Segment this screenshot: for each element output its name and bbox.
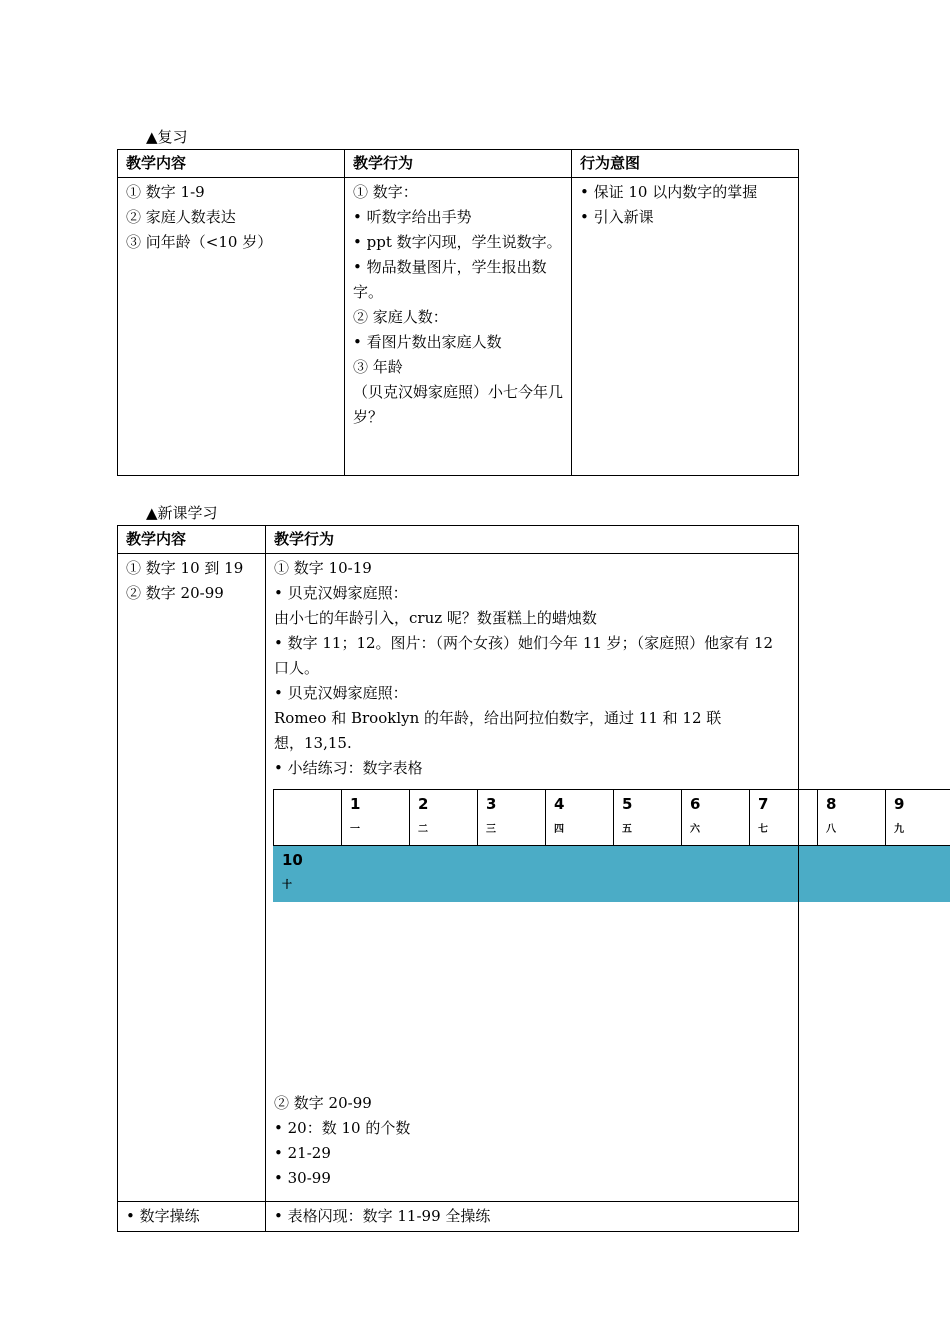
review-content-line: ③ 问年龄（<10 岁） <box>126 233 273 251</box>
review-behavior-line: • 听数字给出手势 <box>353 208 472 226</box>
number-cell-blank <box>614 846 682 902</box>
review-behavior-line: • 看图片数出家庭人数 <box>353 333 502 351</box>
drill-behavior-cell: • 表格闪现：数字 11-99 全操练 <box>266 1202 799 1232</box>
number-cell-9: 9 九 <box>886 790 950 846</box>
new-lesson-behavior-cell <box>266 554 905 1202</box>
new-lesson-content-line: ① 数字 10 到 19 <box>126 559 244 577</box>
review-content-cell <box>118 178 345 476</box>
behavior-line: • 小结练习：数字表格 <box>274 759 423 777</box>
review-header-behavior: 教学行为 <box>345 150 572 178</box>
number-cell-blank <box>342 846 410 902</box>
number-cell-blank <box>818 846 886 902</box>
new-lesson-header-content: 教学内容 <box>118 526 266 554</box>
review-header-intent: 行为意图 <box>572 150 799 178</box>
behavior-line: 由小七的年龄引入，cruz 呢？数蛋糕上的蜡烛数 <box>274 609 597 627</box>
number-table <box>273 789 950 902</box>
review-header-content: 教学内容 <box>118 150 345 178</box>
review-behavior-line: （贝克汉姆家庭照）小七今年几岁？ <box>353 383 564 426</box>
review-table <box>117 149 799 476</box>
review-section-title: ▲复习 <box>146 128 188 146</box>
behavior-line: • 贝克汉姆家庭照： <box>274 584 408 602</box>
number-cell-7: 7 七 <box>750 790 818 846</box>
number-cell-blank <box>478 846 546 902</box>
number-cell-empty <box>274 790 342 846</box>
new-lesson-table <box>117 525 905 1232</box>
number-cell-blank <box>886 846 950 902</box>
review-intent-line: • 引入新课 <box>580 208 654 226</box>
number-cell-6: 6 六 <box>682 790 750 846</box>
behavior-line: • 30-99 <box>274 1169 331 1187</box>
behavior-line: • 贝克汉姆家庭照： <box>274 684 408 702</box>
drill-content-cell: • 数字操练 <box>118 1202 266 1232</box>
review-behavior-cell <box>345 178 572 476</box>
blank-space <box>274 908 798 1091</box>
new-lesson-content-cell <box>118 554 266 1202</box>
review-content-line: ① 数字 1-9 <box>126 183 205 201</box>
review-behavior-line: ① 数字： <box>353 183 418 201</box>
number-cell-blank <box>546 846 614 902</box>
new-lesson-section-title: ▲新课学习 <box>146 504 218 522</box>
number-cell-4: 4 四 <box>546 790 614 846</box>
behavior-line: Romeo 和 Brooklyn 的年龄，给出阿拉伯数字，通过 11 和 12 联想，13,15. <box>274 709 722 752</box>
behavior-line: • 20：数 10 的个数 <box>274 1119 411 1137</box>
number-cell-blank <box>750 846 818 902</box>
review-content-line: ② 家庭人数表达 <box>126 208 236 226</box>
number-cell-5: 5 五 <box>614 790 682 846</box>
new-lesson-content-line: ② 数字 20-99 <box>126 584 224 602</box>
behavior-line: • 21-29 <box>274 1144 331 1162</box>
number-cell-blank <box>682 846 750 902</box>
number-cell-8: 8 八 <box>818 790 886 846</box>
review-behavior-line: ③ 年龄 <box>353 358 403 376</box>
behavior-line: • 数字 11；12。图片：（两个女孩）她们今年 11 岁；（家庭照）他家有 12 口人。 <box>274 634 778 677</box>
review-behavior-line: • ppt 数字闪现，学生说数字。 <box>353 233 562 251</box>
number-cell-3: 3 三 <box>478 790 546 846</box>
number-cell-2: 2 二 <box>410 790 478 846</box>
new-lesson-header-behavior: 教学行为 <box>266 526 799 554</box>
review-intent-line: • 保证 10 以内数字的掌握 <box>580 183 758 201</box>
number-cell-blank <box>410 846 478 902</box>
review-behavior-line: • 物品数量图片，学生报出数字。 <box>353 258 547 301</box>
review-intent-cell <box>572 178 799 476</box>
number-cell-1: 1 一 <box>342 790 410 846</box>
behavior-line: ① 数字 10-19 <box>274 559 372 577</box>
review-behavior-line: ② 家庭人数： <box>353 308 448 326</box>
number-cell-10: 10 十 <box>274 846 342 902</box>
behavior-line: ② 数字 20-99 <box>274 1094 372 1112</box>
